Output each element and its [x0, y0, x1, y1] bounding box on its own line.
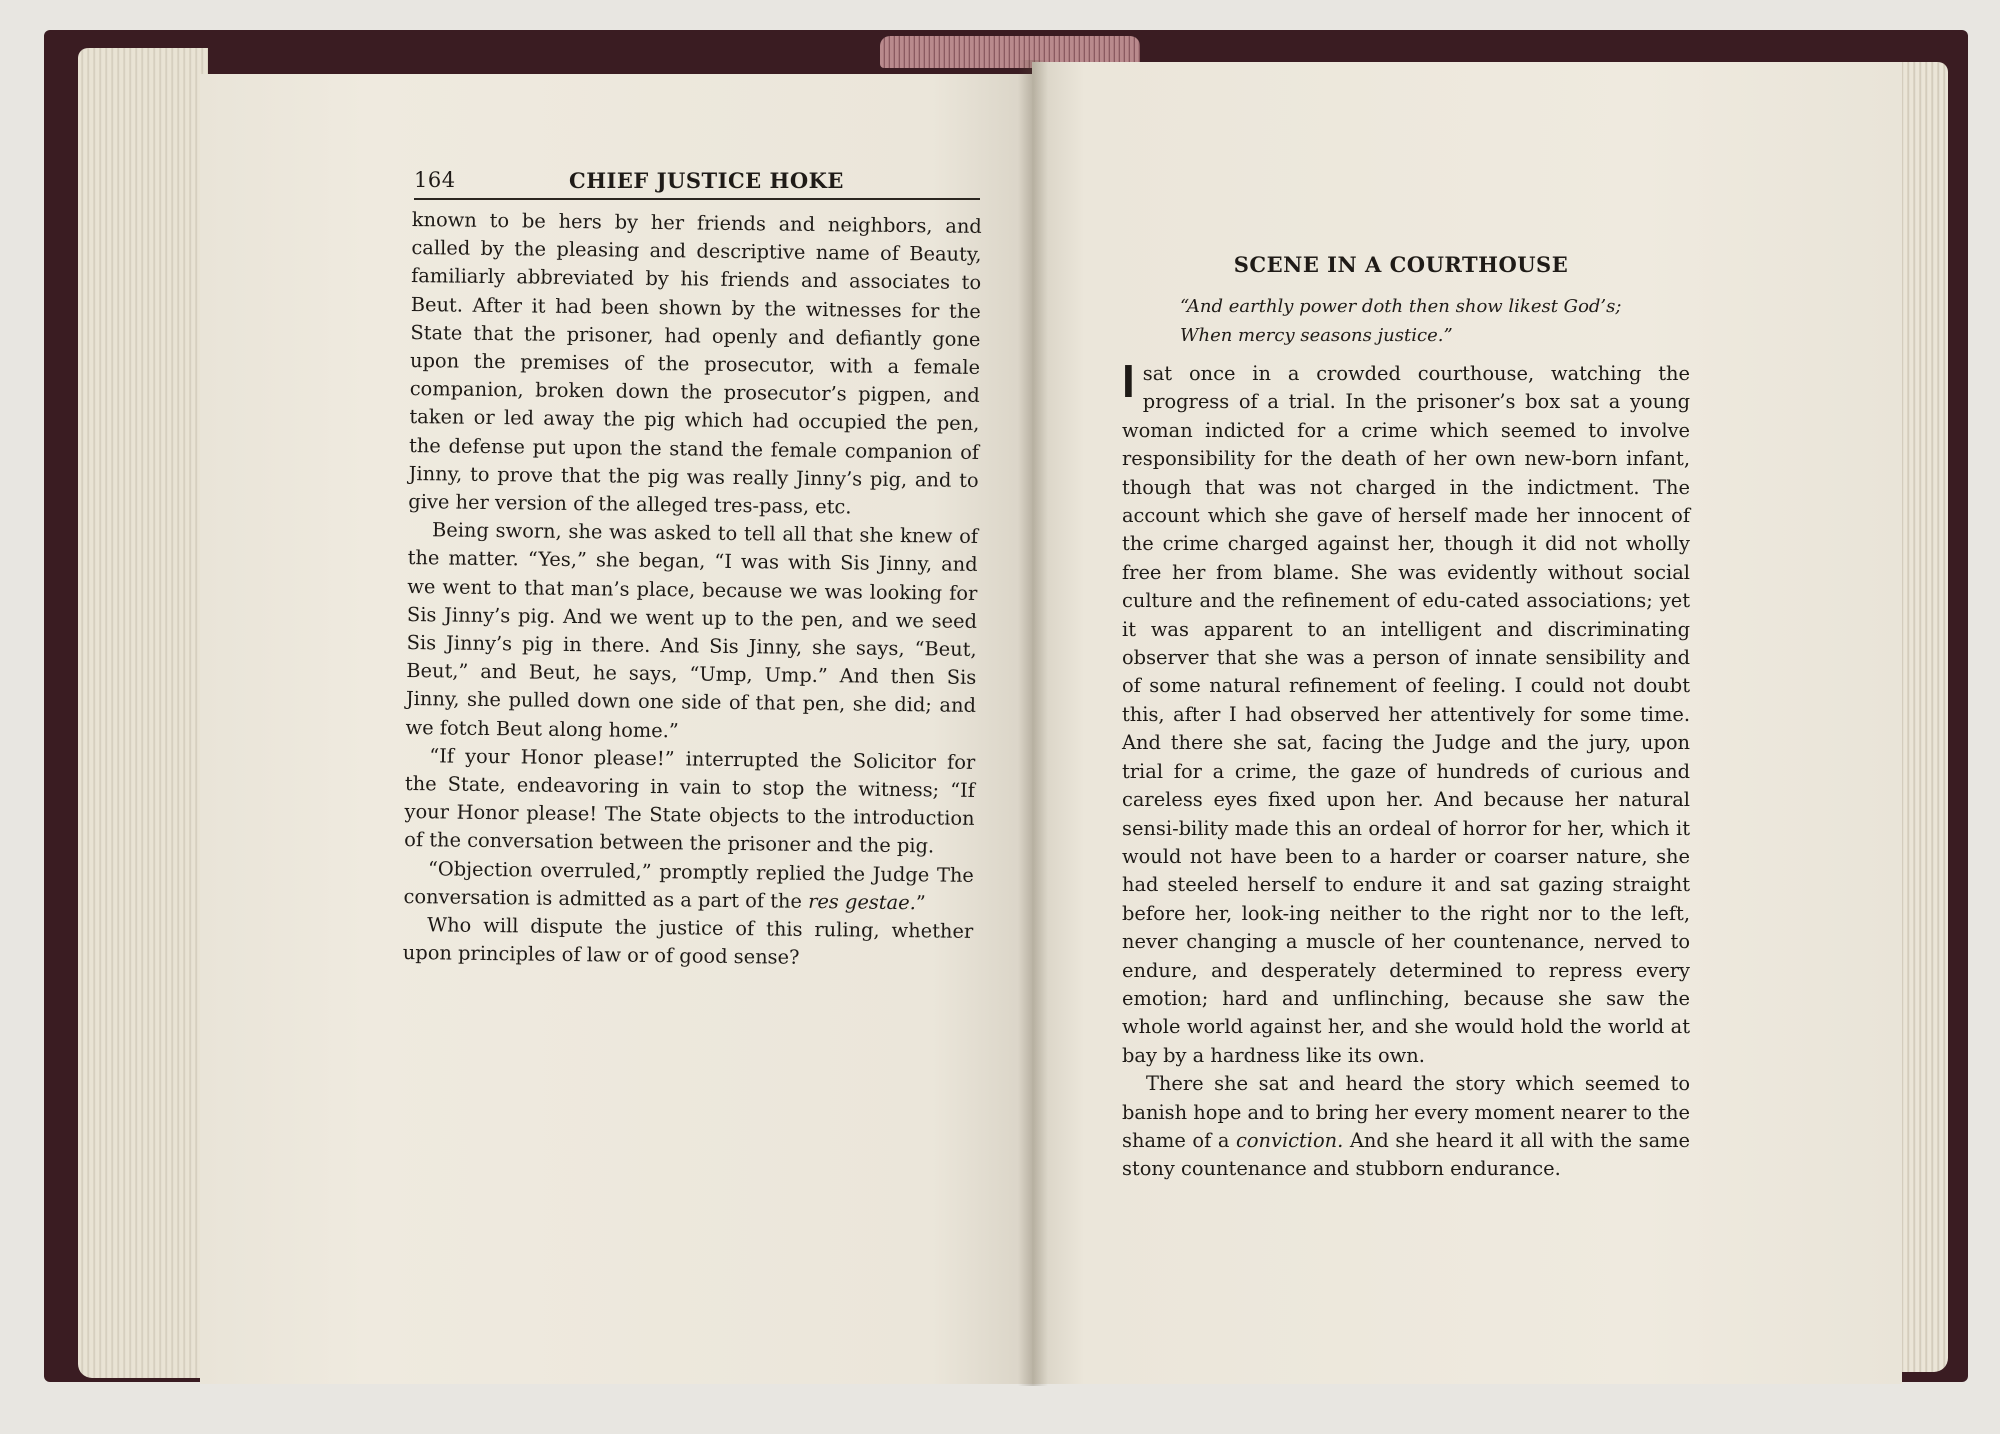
left-page-text	[403, 206, 982, 974]
paragraph-text: “Objection overruled,” promptly replied the Judge The conversation is admitted as a part of the	[403, 856, 975, 913]
paragraph: “If your Honor please!” interrupted the Solicitor for the State, endeavoring in vain to stop the witness; “If your Honor please! The State objects to the introduction of the conversation between the prisoner and the pig.	[404, 744, 976, 858]
running-title: CHIEF JUSTICE HOKE	[569, 168, 844, 193]
right-page-text	[1122, 355, 1690, 1184]
paragraph-text: sat once in a crowded courthouse, watching the progress of a trial. In the prisoner’s box sat a young woman indicted for a crime which seemed to involve responsibility for the death of her own new-born infant, though that was not charged in the indictment. The account which she gave of herself made her innocent of the crime charged against her, though it did not wholly free her from blame. She was evidently without social culture and the refinement of edu-cated associations; yet it was apparent to an intelligent and discriminating observer that she was a person of innate sensibility and of some natural refinement of feeling. I could not doubt this, after I had observed her attentively for some time. And there she sat, facing the Judge and the jury, upon trial for a crime, the gaze of hundreds of curious and careless eyes fixed upon her. And because her natural sensi-bility made this an ordeal of horror for her, which it would not have been to a harder or coarser nature, she had steeled herself to endure it and sat gazing straight before her, look-ing neither to the right nor to the left, never changing a muscle of her countenance, nerved to endure, and desperately determined to repress every emotion; hard and unflinching, because she saw the whole world against her, and she would hold the world at bay by a hardness like its own.	[1122, 362, 1690, 1067]
paragraph: Who will dispute the justice of this ruling, whether upon principles of law or of good sense?	[402, 913, 974, 970]
drop-cap: I	[1122, 355, 1135, 407]
epigraph-line: When mercy seasons justice.”	[1180, 325, 1453, 346]
paragraph: known to be hers by her friends and neighbors, and called by the pleasing and descriptive name of Beauty, familiarly abbreviated by his friends and associates to Beut. After it had been shown by the witnesses for the State that the prisoner, had openly and defiantly gone upon the premises of the prosecutor, with a female companion, broken down the prosecutor’s pigpen, and taken or led away the pig which had occupied the pen, the defense put upon the stand the female companion of Jinny, to prove that the pig was really Jinny’s pig, and to give her version of the alleged tres-pass, etc.	[408, 207, 982, 519]
paragraph	[1122, 355, 1690, 1070]
chapter-title: SCENE IN A COURTHOUSE	[1233, 252, 1569, 277]
epigraph	[1180, 292, 1660, 350]
epigraph-line: “And earthly power doth then show likest God’s;	[1180, 296, 1622, 317]
italic-phrase: res gestae.	[808, 889, 916, 915]
paragraph: Being sworn, she was asked to tell all that she knew of the matter. “Yes,” she began, “I was with Sis Jinny, and we went to that man’s place, because we was looking for Sis Jinny’s pig. And we went up to the pen, and we seed Sis Jinny’s pig in there. And Sis Jinny, she says, “Beut, Beut,” and Beut, he says, “Ump, Ump.” And then Sis Jinny, she pulled down one side of that pen, she did; and we fotch Beut along home.”	[405, 518, 979, 742]
paragraph-text: And she heard it all with the same stony countenance and stubborn endurance.	[1122, 1128, 1690, 1181]
left-page-edges	[78, 48, 208, 1378]
page-number: 164	[414, 168, 456, 192]
closing-quote: ”	[915, 891, 926, 915]
running-head	[414, 168, 980, 200]
gutter-shadow	[1018, 60, 1048, 1386]
italic-word: conviction.	[1235, 1128, 1344, 1152]
paragraph	[403, 855, 974, 918]
paragraph	[1122, 1070, 1690, 1184]
paragraph-text: There she sat and heard the story which seemed to banish hope and to bring her every moment nearer to the shame of a	[1122, 1072, 1690, 1152]
